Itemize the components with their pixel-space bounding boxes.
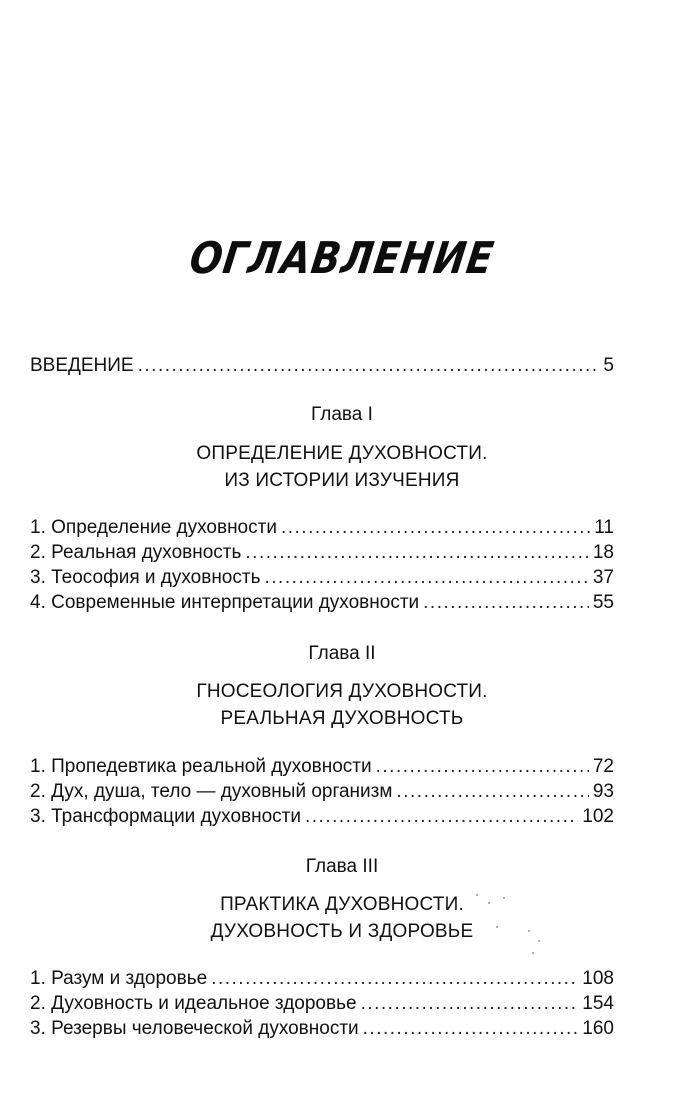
chapter-1-title-line2: ИЗ ИСТОРИИ ИЗУЧЕНИЯ xyxy=(224,470,460,491)
toc-entry-page: 160 xyxy=(582,1018,614,1039)
toc-entry-page: 93 xyxy=(592,781,614,802)
toc-entry-1-3[interactable] xyxy=(30,566,614,590)
chapter-1-title-line1: ОПРЕДЕЛЕНИЕ ДУХОВНОСТИ. xyxy=(196,443,488,464)
scan-speck xyxy=(503,897,505,899)
dot-leader xyxy=(211,967,578,991)
dot-leader xyxy=(264,566,588,590)
scan-speck xyxy=(476,894,478,896)
toc-entry-page: 55 xyxy=(592,592,614,613)
chapter-3-title-line1: ПРАКТИКА ДУХОВНОСТИ. xyxy=(220,894,464,915)
toc-entry-label: 4. Современные интерпретации духовности xyxy=(30,592,420,613)
toc-entry-page: 154 xyxy=(582,993,614,1014)
toc-entry-1-4[interactable] xyxy=(30,591,614,615)
toc-entry-label: 2. Духовность и идеальное здоровье xyxy=(30,993,357,1014)
chapter-2-title-line1: ГНОСЕОЛОГИЯ ДУХОВНОСТИ. xyxy=(196,681,488,702)
toc-entry-intro[interactable] xyxy=(30,354,614,378)
scan-speck xyxy=(496,926,498,928)
dot-leader xyxy=(363,1017,579,1041)
toc-entry-3-2[interactable] xyxy=(30,992,614,1016)
chapter-2-label: Глава II xyxy=(308,643,376,664)
toc-entry-label: 3. Трансформации духовности xyxy=(30,806,301,827)
toc-entry-page: 37 xyxy=(592,567,614,588)
toc-entry-label: 1. Пропедевтика реальной духовности xyxy=(30,756,372,777)
toc-entry-label: ВВЕДЕНИЕ xyxy=(30,355,134,376)
toc-entry-label: 3. Резервы человеческой духовности xyxy=(30,1018,359,1039)
toc-entry-1-2[interactable] xyxy=(30,541,614,565)
scan-speck xyxy=(488,902,490,904)
toc-entry-page: 5 xyxy=(603,355,614,376)
toc-entry-2-1[interactable] xyxy=(30,755,614,779)
toc-entry-label: 2. Дух, душа, тело — духовный организм xyxy=(30,781,393,802)
toc-entry-2-2[interactable] xyxy=(30,780,614,804)
dot-leader xyxy=(423,591,589,615)
toc-entry-label: 1. Определение духовности xyxy=(30,517,277,538)
toc-entry-page: 18 xyxy=(592,542,614,563)
page-title: ОГЛАВЛЕНИЕ xyxy=(186,232,498,284)
chapter-3-title-line2: ДУХОВНОСТЬ И ЗДОРОВЬЕ xyxy=(210,921,474,942)
dot-leader xyxy=(305,805,578,829)
dot-leader xyxy=(376,755,589,779)
toc-entry-2-3[interactable] xyxy=(30,805,614,829)
scan-speck xyxy=(538,940,540,942)
scan-speck xyxy=(532,952,534,954)
toc-entry-page: 102 xyxy=(582,806,614,827)
toc-entry-page: 72 xyxy=(592,756,614,777)
toc-entry-page: 11 xyxy=(594,517,614,538)
dot-leader xyxy=(281,516,590,540)
chapter-2-title-line2: РЕАЛЬНАЯ ДУХОВНОСТЬ xyxy=(220,708,464,729)
dot-leader xyxy=(361,992,579,1016)
toc-entry-label: 3. Теософия и духовность xyxy=(30,567,261,588)
dot-leader xyxy=(245,541,588,565)
dot-leader xyxy=(396,780,588,804)
chapter-3-label: Глава III xyxy=(305,856,379,877)
toc-entry-page: 108 xyxy=(582,968,614,989)
toc-entry-label: 2. Реальная духовность xyxy=(30,542,242,563)
toc-entry-3-1[interactable] xyxy=(30,967,614,991)
toc-entry-3-3[interactable] xyxy=(30,1017,614,1041)
dot-leader xyxy=(138,354,600,378)
chapter-1-label: Глава I xyxy=(311,404,373,425)
toc-entry-label: 1. Разум и здоровье xyxy=(30,968,208,989)
toc-entry-1-1[interactable] xyxy=(30,516,614,540)
scan-speck xyxy=(528,930,530,932)
